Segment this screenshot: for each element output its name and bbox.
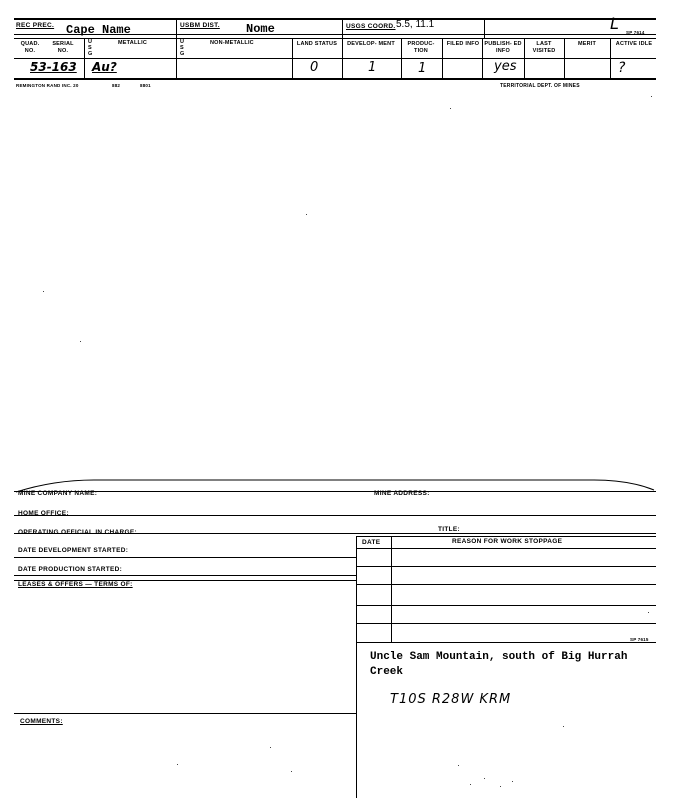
record-development: 1 — [368, 60, 377, 75]
township-note: T10S R28W KRM — [390, 692, 512, 707]
printer-code-2: 8801 — [140, 83, 151, 88]
lower-form-number: SP 7615 — [630, 637, 649, 642]
usbm-dist-label: USBM DIST. — [180, 22, 220, 29]
home-office-label: HOME OFFICE: — [18, 510, 69, 517]
title-label: TITLE: — [438, 526, 461, 533]
record-active-idle: ? — [618, 60, 626, 76]
usgs-coord-value: 5.5, 11.1 — [396, 19, 435, 30]
top-card — [14, 14, 656, 82]
col-usg-right: U S G — [180, 39, 185, 57]
record-quad-serial: 53-163 — [30, 60, 77, 74]
location-note: Uncle Sam Mountain, south of Big Hurrah Creek — [370, 651, 628, 678]
col-production: PRODUC- TION — [407, 41, 435, 54]
col-land-status: LAND STATUS — [296, 41, 338, 47]
form-number: SP 7614 — [626, 30, 645, 35]
rec-prec-value: Cape Name — [66, 23, 131, 37]
col-published-info: PUBLISH- ED INFO — [484, 41, 522, 54]
col-filed-info: FILED INFO — [446, 41, 480, 47]
record-published-info: yes — [494, 59, 517, 74]
col-development: DEVELOP- MENT — [347, 41, 395, 47]
usbm-dist-value: Nome — [246, 22, 275, 36]
col-serial-no: SERIAL NO. — [52, 41, 74, 54]
col-usg-left: U S G — [88, 39, 93, 57]
col-merit: MERIT — [577, 41, 597, 47]
rec-prec-label: REC PREC. — [16, 22, 55, 29]
date-production-label: DATE PRODUCTION STARTED: — [18, 566, 123, 573]
col-last-visited: LAST VISITED — [532, 41, 556, 54]
col-metallic: METALLIC — [118, 40, 147, 46]
printer-code-1: 882 — [112, 83, 121, 88]
record-metallic: Au? — [92, 60, 117, 74]
col-active-idle: ACTIVE IDLE — [615, 41, 653, 47]
col-quad-no: QUAD. NO. — [20, 41, 40, 54]
corner-mark: L — [610, 14, 619, 33]
comments-label: COMMENTS: — [20, 718, 63, 725]
col-non-metallic: NON-METALLIC — [210, 40, 254, 46]
leases-label: LEASES & OFFERS — TERMS OF: — [18, 581, 133, 588]
mine-company-name-label: MINE COMPANY NAME: — [18, 490, 98, 497]
date-development-label: DATE DEVELOPMENT STARTED: — [18, 547, 129, 554]
mine-address-label: MINE ADDRESS: — [374, 490, 430, 497]
usgs-coord-label: USGS COORD. — [346, 23, 396, 30]
date-col-header: DATE — [362, 539, 381, 546]
record-production: 1 — [418, 61, 427, 76]
territorial-dept: TERRITORIAL DEPT. OF MINES — [500, 83, 580, 89]
record-land-status: 0 — [310, 60, 319, 75]
printer-mark: REMINGTON RAND INC. 20 — [16, 83, 79, 88]
operating-official-label: OPERATING OFFICIAL IN CHARGE: — [18, 529, 137, 536]
reason-col-header: REASON FOR WORK STOPPAGE — [452, 538, 563, 545]
